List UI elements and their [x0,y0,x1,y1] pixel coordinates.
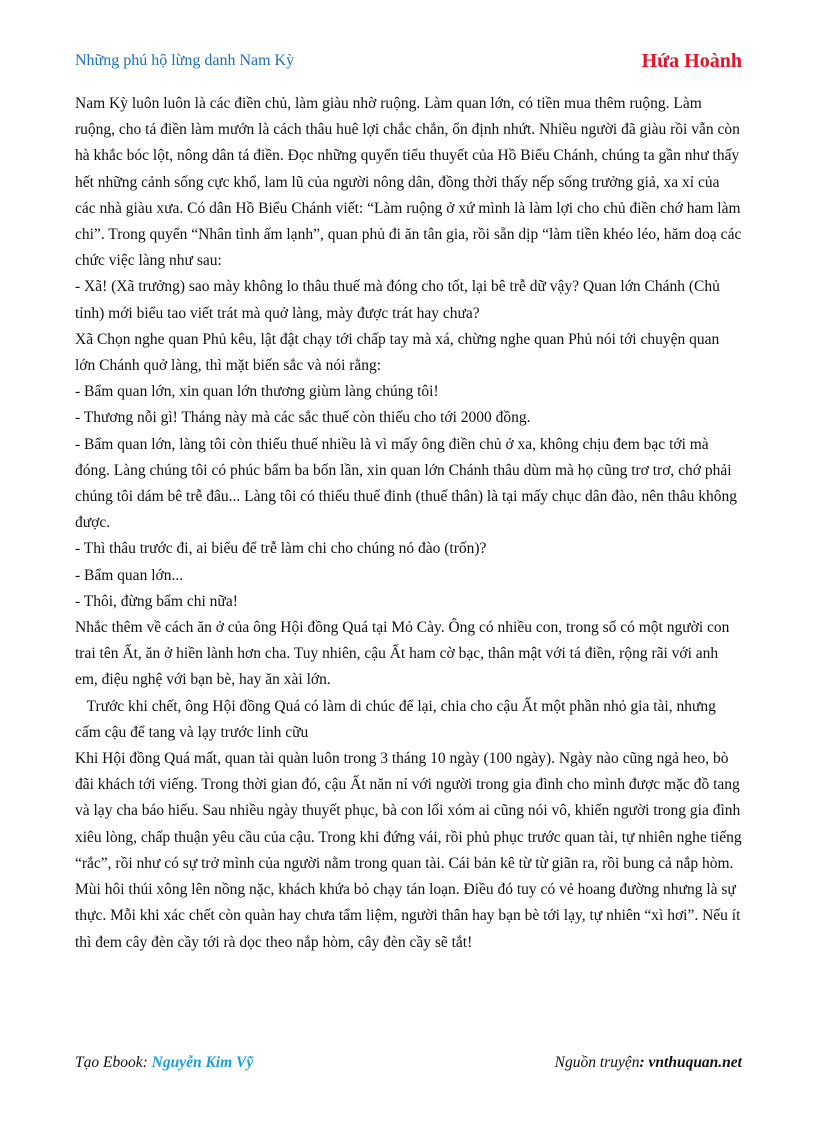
paragraph: - Thôi, đừng bẩm chi nữa! [75,592,238,610]
paragraph: Xã Chọn nghe quan Phủ kêu, lật đật chạy tới chấp tay mà xá, chừng nghe quan Phủ nói tới chuyện quan lớn Chánh quở làng, thì mặt biến sắc và nói rằng: [75,330,720,375]
paragraph: - Xã! (Xã trưởng) sao mày không lo thâu thuế mà đóng cho tốt, lại bê trễ dữ vậy? Quan lớn Chánh (Chủ tỉnh) mới biểu tao viết trát mà quở làng, mày được trát hay chưa? [75,278,720,322]
paragraph: - Bẩm quan lớn... [75,566,184,584]
ebook-creator: Nguyễn Kim Vỹ [151,1054,254,1071]
ebook-credit [75,1054,253,1072]
paragraph: - Thì thâu trước đi, ai biểu để trễ làm chi cho chúng nó đào (trốn)? [75,540,487,558]
page-header [75,50,742,74]
paragraph: Nam Kỳ luôn luôn là các điền chủ, làm giàu nhờ ruộng. Làm quan lớn, có tiền mua thêm ruộng. Làm ruộng, cho tá điền làm mướn là cách thâu huê lợi chắc chắn, ổn định nhứt. Nhiều người đã giàu rồi vẫn còn hà khắc bóc lột, nông dân tá điền. Đọc những quyển tiểu thuyết của Hồ Biểu Chánh, chúng ta gần như thấy hết những cảnh sống cực khổ, lam lũ của người nông dân, đồng thời thấy nếp sống trưởng giả, xa xỉ của các nhà giàu xưa. Có dân Hồ Biểu Chánh viết: “Làm ruộng ở xứ mình là làm lợi cho chủ điền chớ ham làm chi”. Trong quyển “Nhân tình ấm lạnh”, quan phủ đi ăn tân gia, rồi sẵn dịp “làm tiền khéo léo, hăm doạ các chức việc làng như sau: [75,95,742,270]
paragraph: - Thương nỗi gì! Tháng này mà các sắc thuế còn thiếu cho tới 2000 đồng. [75,409,531,427]
author-name: Hứa Hoành [641,50,742,72]
book-title: Những phú hộ lừng danh Nam Kỳ [75,52,295,69]
paragraph: - Bẩm quan lớn, xin quan lớn thương giùm làng chúng tôi! [75,383,439,401]
paragraph: Trước khi chết, ông Hội đồng Quá có làm di chúc để lại, chia cho cậu Ất một phần nhỏ gia tài, nhưng cấm cậu để tang và lạy trước linh cữu [75,697,720,741]
paragraph: Khi Hội đồng Quá mất, quan tài quàn luôn trong 3 tháng 10 ngày (100 ngày). Ngày nào cũng ngả heo, bò đãi khách tới viếng. Trong thời gian đó, cậu Ất năn nỉ với người trong gia đình cho mình được mặc đồ tang và lạy cha báo hiếu. Sau nhiều ngày thuyết phục, bà con lối xóm ai cũng nói vô, khiến người trong gia đình xiêu lòng, chấp thuận yêu cầu của cậu. Trong khi đứng vái, rồi phủ phục trước quan tài, tự nhiên nghe tiếng “rắc”, rồi như có sự trở mình của người nằm trong quan tài. Cái bản kê từ từ giãn ra, rồi bung cả nắp hòm. Mùi hôi thúi xông lên nồng nặc, khách khứa bỏ chạy tán loạn. Điều đó tuy có vẻ hoang đường nhưng là sự thực. Mỗi khi xác chết còn quàn hay chưa tẩm liệm, người thân hay bạn bè tới lạy, tự nhiên “xì hơi”. Nếu ít thì đem cây đèn cầy tới rà dọc theo nắp hòm, cây đèn cầy sẽ tắt! [75,750,742,951]
ebook-colon: : [142,1054,152,1071]
paragraph: - Bẩm quan lớn, làng tôi còn thiếu thuế nhiều là vì mấy ông điền chủ ở xa, không chịu đem bạc tới mà đóng. Làng chúng tôi có phúc bẩm ba bốn lần, xin quan lớn Chánh thâu dùm mà họ cũng trơ trơ, chớ phải chúng tôi dám bê trễ đâu... Làng tôi có thiếu thuế đinh (thuế thân) là tại mấy chục dân đào, nên thâu không được. [75,435,738,532]
source-site: vnthuquan.net [648,1054,742,1071]
paragraph: Nhắc thêm về cách ăn ở của ông Hội đồng Quá tại Mỏ Cày. Ông có nhiều con, trong số có một người con trai tên Ất, ăn ở hiền lành hơn cha. Tuy nhiên, cậu Ất ham cờ bạc, thân mật với tá điền, rộng rãi với anh em, điệu nghệ với bạn bè, hay ăn xài lớn. [75,619,730,689]
page-footer [75,1054,742,1076]
source-label: Nguồn truyện [554,1054,640,1071]
page-content [75,91,742,956]
source-credit [555,1054,742,1072]
source-colon: : [639,1054,649,1071]
ebook-label: Tạo Ebook [75,1054,143,1071]
